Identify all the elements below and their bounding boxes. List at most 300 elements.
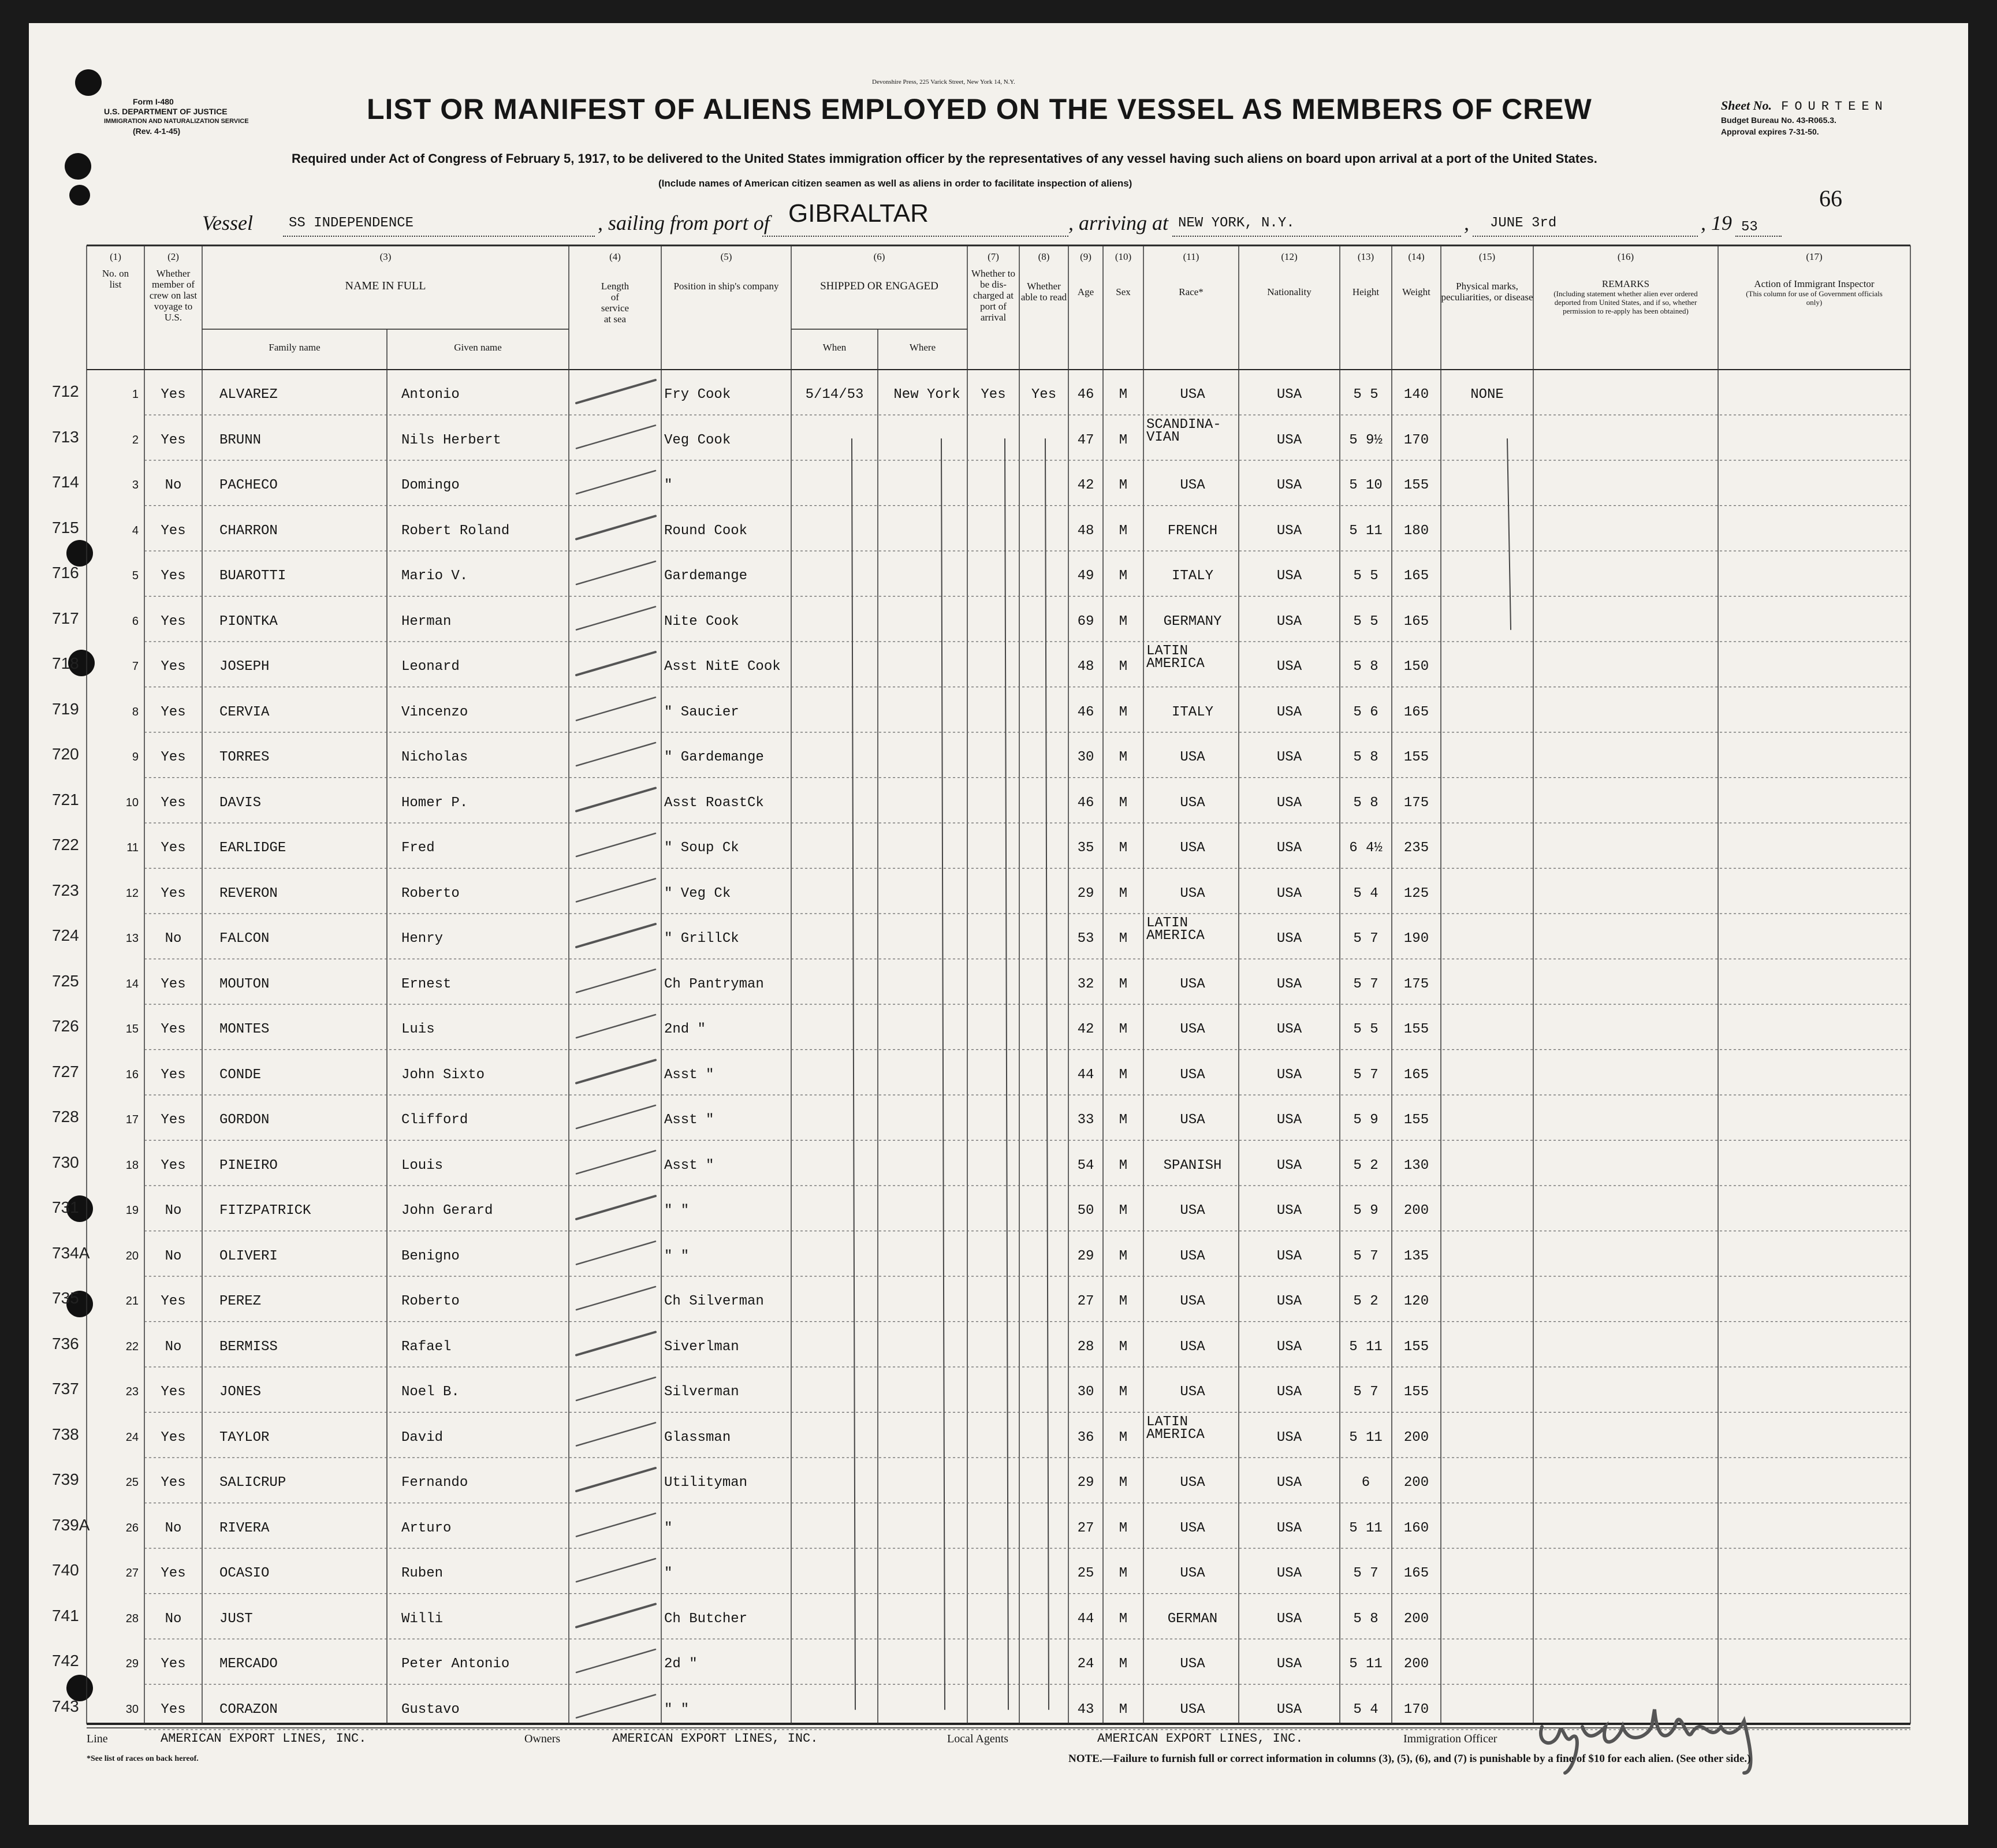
position: 2d " bbox=[664, 1656, 698, 1672]
position: " Soup Ck bbox=[664, 840, 739, 856]
weight: 155 bbox=[1403, 1339, 1429, 1355]
row-number: 6 bbox=[132, 614, 139, 628]
weight: 170 bbox=[1403, 1701, 1429, 1717]
row-number: 5 bbox=[132, 569, 139, 582]
given-name: Homer P. bbox=[401, 795, 468, 811]
col-1-header: (1) No. on list bbox=[102, 251, 129, 290]
given-name: Fred bbox=[401, 840, 435, 856]
race: USA bbox=[1180, 1112, 1205, 1128]
nationality: USA bbox=[1276, 840, 1302, 856]
check-mark bbox=[576, 698, 655, 721]
age: 33 bbox=[1077, 1112, 1094, 1128]
form-number: Form I-480 bbox=[133, 97, 174, 106]
age: 43 bbox=[1077, 1701, 1094, 1717]
nationality: USA bbox=[1276, 1384, 1302, 1400]
position: " GrillCk bbox=[664, 931, 739, 947]
weight: 200 bbox=[1403, 1656, 1429, 1672]
given-name: Vincenzo bbox=[401, 704, 468, 720]
line-label: Line bbox=[87, 1732, 108, 1745]
shipped-when: 5/14/53 bbox=[805, 387, 864, 403]
check-mark bbox=[576, 561, 655, 584]
given-name: Peter Antonio bbox=[401, 1656, 510, 1672]
line-index: 712 bbox=[52, 382, 79, 400]
crew-last-voyage: Yes bbox=[161, 1294, 186, 1309]
crew-last-voyage: No bbox=[165, 1203, 182, 1219]
weight: 235 bbox=[1403, 840, 1429, 856]
stamp-number: 66 bbox=[1819, 185, 1842, 211]
crew-last-voyage: Yes bbox=[161, 885, 186, 901]
col-10-header: (10) Sex bbox=[1115, 251, 1132, 297]
shipped-where: New York bbox=[893, 387, 960, 403]
weight: 165 bbox=[1403, 613, 1429, 629]
nationality: USA bbox=[1276, 1475, 1302, 1491]
row-number: 17 bbox=[125, 1113, 139, 1126]
position: Asst " bbox=[664, 1112, 714, 1128]
subtitle-note: (Include names of American citizen seamen as well as aliens in order to facilitate inspection of aliens) bbox=[658, 178, 1132, 189]
height: 5 11 bbox=[1349, 523, 1383, 539]
weight: 190 bbox=[1403, 931, 1429, 947]
family-name: ALVAREZ bbox=[219, 387, 278, 403]
sex: M bbox=[1119, 976, 1128, 992]
service: IMMIGRATION AND NATURALIZATION SERVICE bbox=[104, 118, 249, 125]
nationality: USA bbox=[1276, 1611, 1302, 1627]
race: USA bbox=[1180, 1656, 1205, 1672]
given-name: Ernest bbox=[401, 976, 452, 992]
arrival-port: NEW YORK, N.Y. bbox=[1178, 215, 1295, 231]
height: 5 7 bbox=[1353, 1067, 1378, 1083]
nationality: USA bbox=[1276, 478, 1302, 493]
race: LATIN AMERICA bbox=[1146, 1414, 1205, 1443]
position: " Veg Ck bbox=[664, 885, 731, 901]
row-number: 21 bbox=[125, 1295, 139, 1307]
crew-last-voyage: Yes bbox=[161, 568, 186, 584]
nationality: USA bbox=[1276, 1067, 1302, 1083]
age: 30 bbox=[1077, 750, 1094, 765]
check-mark bbox=[576, 879, 655, 902]
col-4-header: (4) Length of service at sea bbox=[601, 251, 629, 325]
sex: M bbox=[1119, 523, 1128, 539]
nationality: USA bbox=[1276, 976, 1302, 992]
ditto-line bbox=[852, 439, 855, 1709]
nationality: USA bbox=[1276, 1022, 1302, 1037]
family-name: GORDON bbox=[219, 1112, 270, 1128]
check-mark bbox=[576, 1015, 655, 1038]
height: 5 7 bbox=[1353, 1384, 1378, 1400]
weight: 120 bbox=[1403, 1294, 1429, 1309]
penalty-note: NOTE.—Failure to furnish full or correct information in columns (3), (5), (6), and (7) is punishable by a fine of $10 for each alien. (See other side.) bbox=[1068, 1753, 1751, 1765]
col-6-header: (6) SHIPPED OR ENGAGED bbox=[820, 251, 938, 292]
height: 5 4 bbox=[1353, 1701, 1378, 1717]
line-index: 715 bbox=[52, 518, 79, 536]
crew-last-voyage: Yes bbox=[161, 976, 186, 992]
sheet-label: Sheet No. bbox=[1721, 98, 1772, 113]
sex: M bbox=[1119, 1384, 1128, 1400]
nationality: USA bbox=[1276, 1248, 1302, 1264]
sex: M bbox=[1119, 1067, 1128, 1083]
family-name: CHARRON bbox=[219, 523, 278, 539]
height: 6 bbox=[1361, 1475, 1370, 1491]
col-12-header: (12) Nationality bbox=[1267, 251, 1312, 297]
col-5-header: (5) Position in ship's company bbox=[673, 251, 779, 292]
weight: 165 bbox=[1403, 704, 1429, 720]
height: 5 11 bbox=[1349, 1656, 1383, 1672]
given-name: Fernando bbox=[401, 1475, 468, 1491]
nationality: USA bbox=[1276, 1520, 1302, 1536]
check-mark bbox=[576, 1060, 655, 1083]
given-name: Roberto bbox=[401, 1294, 460, 1309]
printer-line: Devonshire Press, 225 Varick Street, New York 14, N.Y. bbox=[872, 79, 1015, 85]
position: Siverlman bbox=[664, 1339, 739, 1355]
given-name: Luis bbox=[401, 1022, 435, 1037]
row-number: 11 bbox=[126, 841, 139, 854]
weight: 180 bbox=[1403, 523, 1429, 539]
check-mark bbox=[576, 516, 655, 539]
race: USA bbox=[1180, 1022, 1205, 1037]
crew-last-voyage: Yes bbox=[161, 795, 186, 811]
row-number: 15 bbox=[125, 1023, 139, 1035]
nationality: USA bbox=[1276, 750, 1302, 765]
given-name: Noel B. bbox=[401, 1384, 460, 1400]
race: USA bbox=[1180, 1566, 1205, 1581]
sex: M bbox=[1119, 1611, 1128, 1627]
sex: M bbox=[1119, 1203, 1128, 1219]
race: FRENCH bbox=[1167, 523, 1218, 539]
height: 5 7 bbox=[1353, 1248, 1378, 1264]
vessel-label: Vessel bbox=[202, 211, 253, 234]
weight: 160 bbox=[1403, 1520, 1429, 1536]
check-mark bbox=[576, 743, 655, 766]
col-11-header: (11) Race* bbox=[1179, 251, 1204, 297]
given-name: David bbox=[401, 1429, 444, 1445]
col-14-header: (14) Weight bbox=[1402, 251, 1430, 297]
race: ITALY bbox=[1171, 704, 1213, 720]
position: 2nd " bbox=[664, 1022, 706, 1037]
ditto-line bbox=[1045, 439, 1049, 1709]
race: USA bbox=[1180, 976, 1205, 992]
crew-last-voyage: Yes bbox=[161, 1701, 186, 1717]
able-to-read: Yes bbox=[1031, 387, 1057, 403]
row-number: 3 bbox=[132, 479, 139, 491]
family-name: OCASIO bbox=[219, 1566, 270, 1581]
crew-last-voyage: Yes bbox=[161, 1475, 186, 1491]
check-mark bbox=[576, 607, 655, 630]
height: 5 2 bbox=[1353, 1157, 1378, 1173]
agents-value: AMERICAN EXPORT LINES, INC. bbox=[1097, 1731, 1303, 1746]
line-index: 739 bbox=[52, 1470, 79, 1488]
departure-port: GIBRALTAR bbox=[788, 199, 929, 228]
check-mark bbox=[576, 1287, 655, 1310]
row-number: 25 bbox=[125, 1476, 139, 1489]
race: USA bbox=[1180, 1701, 1205, 1717]
sex: M bbox=[1119, 1248, 1128, 1264]
col-13-header: (13) Height bbox=[1352, 251, 1380, 297]
family-name: TAYLOR bbox=[219, 1429, 270, 1445]
nationality: USA bbox=[1276, 387, 1302, 403]
position: Ch Silverman bbox=[664, 1294, 764, 1309]
position: " " bbox=[664, 1203, 690, 1219]
revision: (Rev. 4-1-45) bbox=[133, 126, 181, 136]
position: Fry Cook bbox=[664, 387, 731, 403]
line-index: 721 bbox=[52, 790, 79, 808]
check-mark bbox=[576, 1377, 655, 1400]
sex: M bbox=[1119, 1520, 1128, 1536]
sex: M bbox=[1119, 750, 1128, 765]
line-index: 713 bbox=[52, 427, 79, 446]
weight: 165 bbox=[1403, 568, 1429, 584]
line-index: 726 bbox=[52, 1017, 79, 1035]
crew-last-voyage: No bbox=[165, 1248, 182, 1264]
position: Nite Cook bbox=[664, 613, 739, 629]
age: 27 bbox=[1077, 1294, 1094, 1309]
age: 25 bbox=[1077, 1566, 1094, 1581]
line-index: 741 bbox=[52, 1606, 79, 1625]
race: USA bbox=[1180, 1475, 1205, 1491]
age: 27 bbox=[1077, 1520, 1094, 1536]
given-name: Robert Roland bbox=[401, 523, 510, 539]
line-value: AMERICAN EXPORT LINES, INC. bbox=[161, 1731, 367, 1746]
family-name: CORAZON bbox=[219, 1701, 278, 1717]
given-name: Gustavo bbox=[401, 1701, 460, 1717]
age: 32 bbox=[1077, 976, 1094, 992]
line-index: 731 bbox=[52, 1198, 79, 1216]
budget-number: Budget Bureau No. 43-R065.3. bbox=[1721, 116, 1836, 125]
nationality: USA bbox=[1276, 885, 1302, 901]
weight: 165 bbox=[1403, 1067, 1429, 1083]
row-number: 8 bbox=[132, 705, 139, 718]
row-number: 28 bbox=[125, 1612, 139, 1625]
ditto-line bbox=[1507, 439, 1511, 629]
height: 5 4 bbox=[1353, 885, 1378, 901]
weight: 200 bbox=[1403, 1475, 1429, 1491]
age: 46 bbox=[1077, 387, 1094, 403]
race: USA bbox=[1180, 1248, 1205, 1264]
line-index: 739A bbox=[52, 1515, 90, 1534]
position: Asst NitE Cook bbox=[664, 659, 781, 675]
crew-last-voyage: Yes bbox=[161, 432, 186, 448]
position: " Gardemange bbox=[664, 750, 764, 765]
family-name: BRUNN bbox=[219, 432, 262, 448]
line-index: 716 bbox=[52, 564, 79, 582]
year: 53 bbox=[1741, 219, 1758, 235]
owners-value: AMERICAN EXPORT LINES, INC. bbox=[612, 1731, 818, 1746]
position: Gardemange bbox=[664, 568, 748, 584]
col-3a-header: Family name bbox=[269, 342, 321, 353]
crew-last-voyage: No bbox=[165, 931, 182, 947]
family-name: JONES bbox=[219, 1384, 262, 1400]
position: Asst " bbox=[664, 1067, 714, 1083]
race: ITALY bbox=[1171, 568, 1213, 584]
age: 46 bbox=[1077, 795, 1094, 811]
age: 50 bbox=[1077, 1203, 1094, 1219]
row-number: 26 bbox=[125, 1521, 139, 1534]
position: " " bbox=[664, 1701, 690, 1717]
height: 5 5 bbox=[1353, 1022, 1378, 1037]
given-name: John Sixto bbox=[401, 1067, 485, 1083]
weight: 125 bbox=[1403, 885, 1429, 901]
sex: M bbox=[1119, 931, 1128, 947]
race: GERMAN bbox=[1167, 1611, 1218, 1627]
height: 5 5 bbox=[1353, 387, 1378, 403]
height: 5 9 bbox=[1353, 1112, 1378, 1128]
row-number: 22 bbox=[125, 1340, 139, 1353]
weight: 175 bbox=[1403, 976, 1429, 992]
crew-last-voyage: No bbox=[165, 478, 182, 493]
age: 42 bbox=[1077, 1022, 1094, 1037]
check-mark bbox=[576, 1332, 655, 1355]
nationality: USA bbox=[1276, 704, 1302, 720]
sheet-value: FOURTEEN bbox=[1781, 99, 1888, 114]
nationality: USA bbox=[1276, 523, 1302, 539]
position: " bbox=[664, 1520, 673, 1536]
age: 28 bbox=[1077, 1339, 1094, 1355]
age: 48 bbox=[1077, 659, 1094, 675]
position: Glassman bbox=[664, 1429, 731, 1445]
height: 5 11 bbox=[1349, 1429, 1383, 1445]
given-name: Domingo bbox=[401, 478, 460, 493]
check-mark bbox=[576, 1604, 655, 1627]
sex: M bbox=[1119, 432, 1128, 448]
manifest-sheet bbox=[29, 23, 1968, 1825]
check-mark bbox=[576, 1151, 655, 1174]
family-name: BERMISS bbox=[219, 1339, 278, 1355]
sailing-label: , sailing from port of bbox=[598, 211, 770, 234]
weight: 130 bbox=[1403, 1157, 1429, 1173]
approval-expiry: Approval expires 7-31-50. bbox=[1721, 127, 1819, 136]
col-3b-header: Given name bbox=[454, 342, 502, 353]
given-name: Willi bbox=[401, 1611, 444, 1627]
age: 29 bbox=[1077, 885, 1094, 901]
sex: M bbox=[1119, 387, 1128, 403]
family-name: DAVIS bbox=[219, 795, 262, 811]
given-name: Henry bbox=[401, 931, 444, 947]
height: 5 11 bbox=[1349, 1339, 1383, 1355]
given-name: Roberto bbox=[401, 885, 460, 901]
position: " bbox=[664, 1566, 673, 1581]
crew-last-voyage: Yes bbox=[161, 1112, 186, 1128]
sex: M bbox=[1119, 568, 1128, 584]
age: 46 bbox=[1077, 704, 1094, 720]
row-number: 18 bbox=[125, 1158, 139, 1172]
crew-last-voyage: Yes bbox=[161, 659, 186, 675]
race: USA bbox=[1180, 1384, 1205, 1400]
race: USA bbox=[1180, 885, 1205, 901]
crew-last-voyage: Yes bbox=[161, 523, 186, 539]
line-index: 725 bbox=[52, 971, 79, 990]
given-name: Herman bbox=[401, 613, 452, 629]
age: 30 bbox=[1077, 1384, 1094, 1400]
crew-last-voyage: Yes bbox=[161, 750, 186, 765]
given-name: John Gerard bbox=[401, 1203, 493, 1219]
family-name: FITZPATRICK bbox=[219, 1203, 311, 1219]
height: 5 8 bbox=[1353, 795, 1378, 811]
height: 5 8 bbox=[1353, 1611, 1378, 1627]
height: 5 11 bbox=[1349, 1520, 1383, 1536]
sex: M bbox=[1119, 1475, 1128, 1491]
age: 24 bbox=[1077, 1656, 1094, 1672]
line-index: 730 bbox=[52, 1153, 79, 1171]
position: Ch Pantryman bbox=[664, 976, 764, 992]
weight: 155 bbox=[1403, 750, 1429, 765]
position: Asst RoastCk bbox=[664, 795, 764, 811]
crew-last-voyage: Yes bbox=[161, 1022, 186, 1037]
row-number: 24 bbox=[125, 1430, 139, 1444]
arriving-label: , arriving at bbox=[1068, 211, 1169, 234]
line-index: 723 bbox=[52, 881, 79, 899]
height: 5 7 bbox=[1353, 976, 1378, 992]
check-mark bbox=[576, 970, 655, 993]
nationality: USA bbox=[1276, 931, 1302, 947]
col-16-header: (16) REMARKS (Including statement whether alien ever ordered deported from United States, and if so, whether permission to re-apply has been obtained) bbox=[1553, 251, 1698, 315]
sex: M bbox=[1119, 885, 1128, 901]
given-name: Antonio bbox=[401, 387, 460, 403]
line-index: 738 bbox=[52, 1425, 79, 1443]
arrival-date: JUNE 3rd bbox=[1490, 215, 1557, 231]
given-name: Nicholas bbox=[401, 750, 468, 765]
race: USA bbox=[1180, 387, 1205, 403]
height: 5 5 bbox=[1353, 568, 1378, 584]
line-index: 718 bbox=[52, 654, 79, 672]
age: 35 bbox=[1077, 840, 1094, 856]
position: " bbox=[664, 478, 673, 493]
family-name: MOUTON bbox=[219, 976, 270, 992]
weight: 165 bbox=[1403, 1566, 1429, 1581]
crew-last-voyage: Yes bbox=[161, 1384, 186, 1400]
race: USA bbox=[1180, 1203, 1205, 1219]
position: Asst " bbox=[664, 1157, 714, 1173]
weight: 135 bbox=[1403, 1248, 1429, 1264]
crew-last-voyage: Yes bbox=[161, 1566, 186, 1581]
line-index: 719 bbox=[52, 699, 79, 718]
check-mark bbox=[576, 1242, 655, 1265]
check-mark bbox=[576, 652, 655, 675]
height: 5 5 bbox=[1353, 613, 1378, 629]
weight: 140 bbox=[1403, 387, 1429, 403]
col-9-header: (9) Age bbox=[1077, 251, 1094, 297]
row-number: 2 bbox=[132, 433, 139, 446]
check-mark bbox=[576, 1514, 655, 1537]
row-number: 10 bbox=[125, 796, 139, 809]
family-name: EARLIDGE bbox=[219, 840, 286, 856]
sex: M bbox=[1119, 1656, 1128, 1672]
position: " Saucier bbox=[664, 704, 739, 720]
check-mark bbox=[576, 471, 655, 494]
height: 5 7 bbox=[1353, 1566, 1378, 1581]
family-name: OLIVERI bbox=[219, 1248, 278, 1264]
row-number: 30 bbox=[125, 1702, 139, 1716]
race: USA bbox=[1180, 1339, 1205, 1355]
crew-last-voyage: Yes bbox=[161, 1067, 186, 1083]
height: 5 9 bbox=[1353, 1203, 1378, 1219]
sex: M bbox=[1119, 659, 1128, 675]
age: 44 bbox=[1077, 1611, 1094, 1627]
age: 42 bbox=[1077, 478, 1094, 493]
race: USA bbox=[1180, 795, 1205, 811]
nationality: USA bbox=[1276, 1157, 1302, 1173]
row-number: 9 bbox=[132, 751, 139, 763]
family-name: PEREZ bbox=[219, 1294, 262, 1309]
nationality: USA bbox=[1276, 1339, 1302, 1355]
officer-label: Immigration Officer bbox=[1403, 1732, 1497, 1745]
race: USA bbox=[1180, 1294, 1205, 1309]
check-mark bbox=[576, 1468, 655, 1491]
ditto-line bbox=[941, 439, 945, 1709]
col-17-header: (17) Action of Immigrant Inspector (This column for use of Government officials only) bbox=[1746, 251, 1883, 307]
age: 47 bbox=[1077, 432, 1094, 448]
sex: M bbox=[1119, 1429, 1128, 1445]
line-index: 742 bbox=[52, 1652, 79, 1670]
row-number: 7 bbox=[132, 660, 139, 673]
given-name: Mario V. bbox=[401, 568, 468, 584]
